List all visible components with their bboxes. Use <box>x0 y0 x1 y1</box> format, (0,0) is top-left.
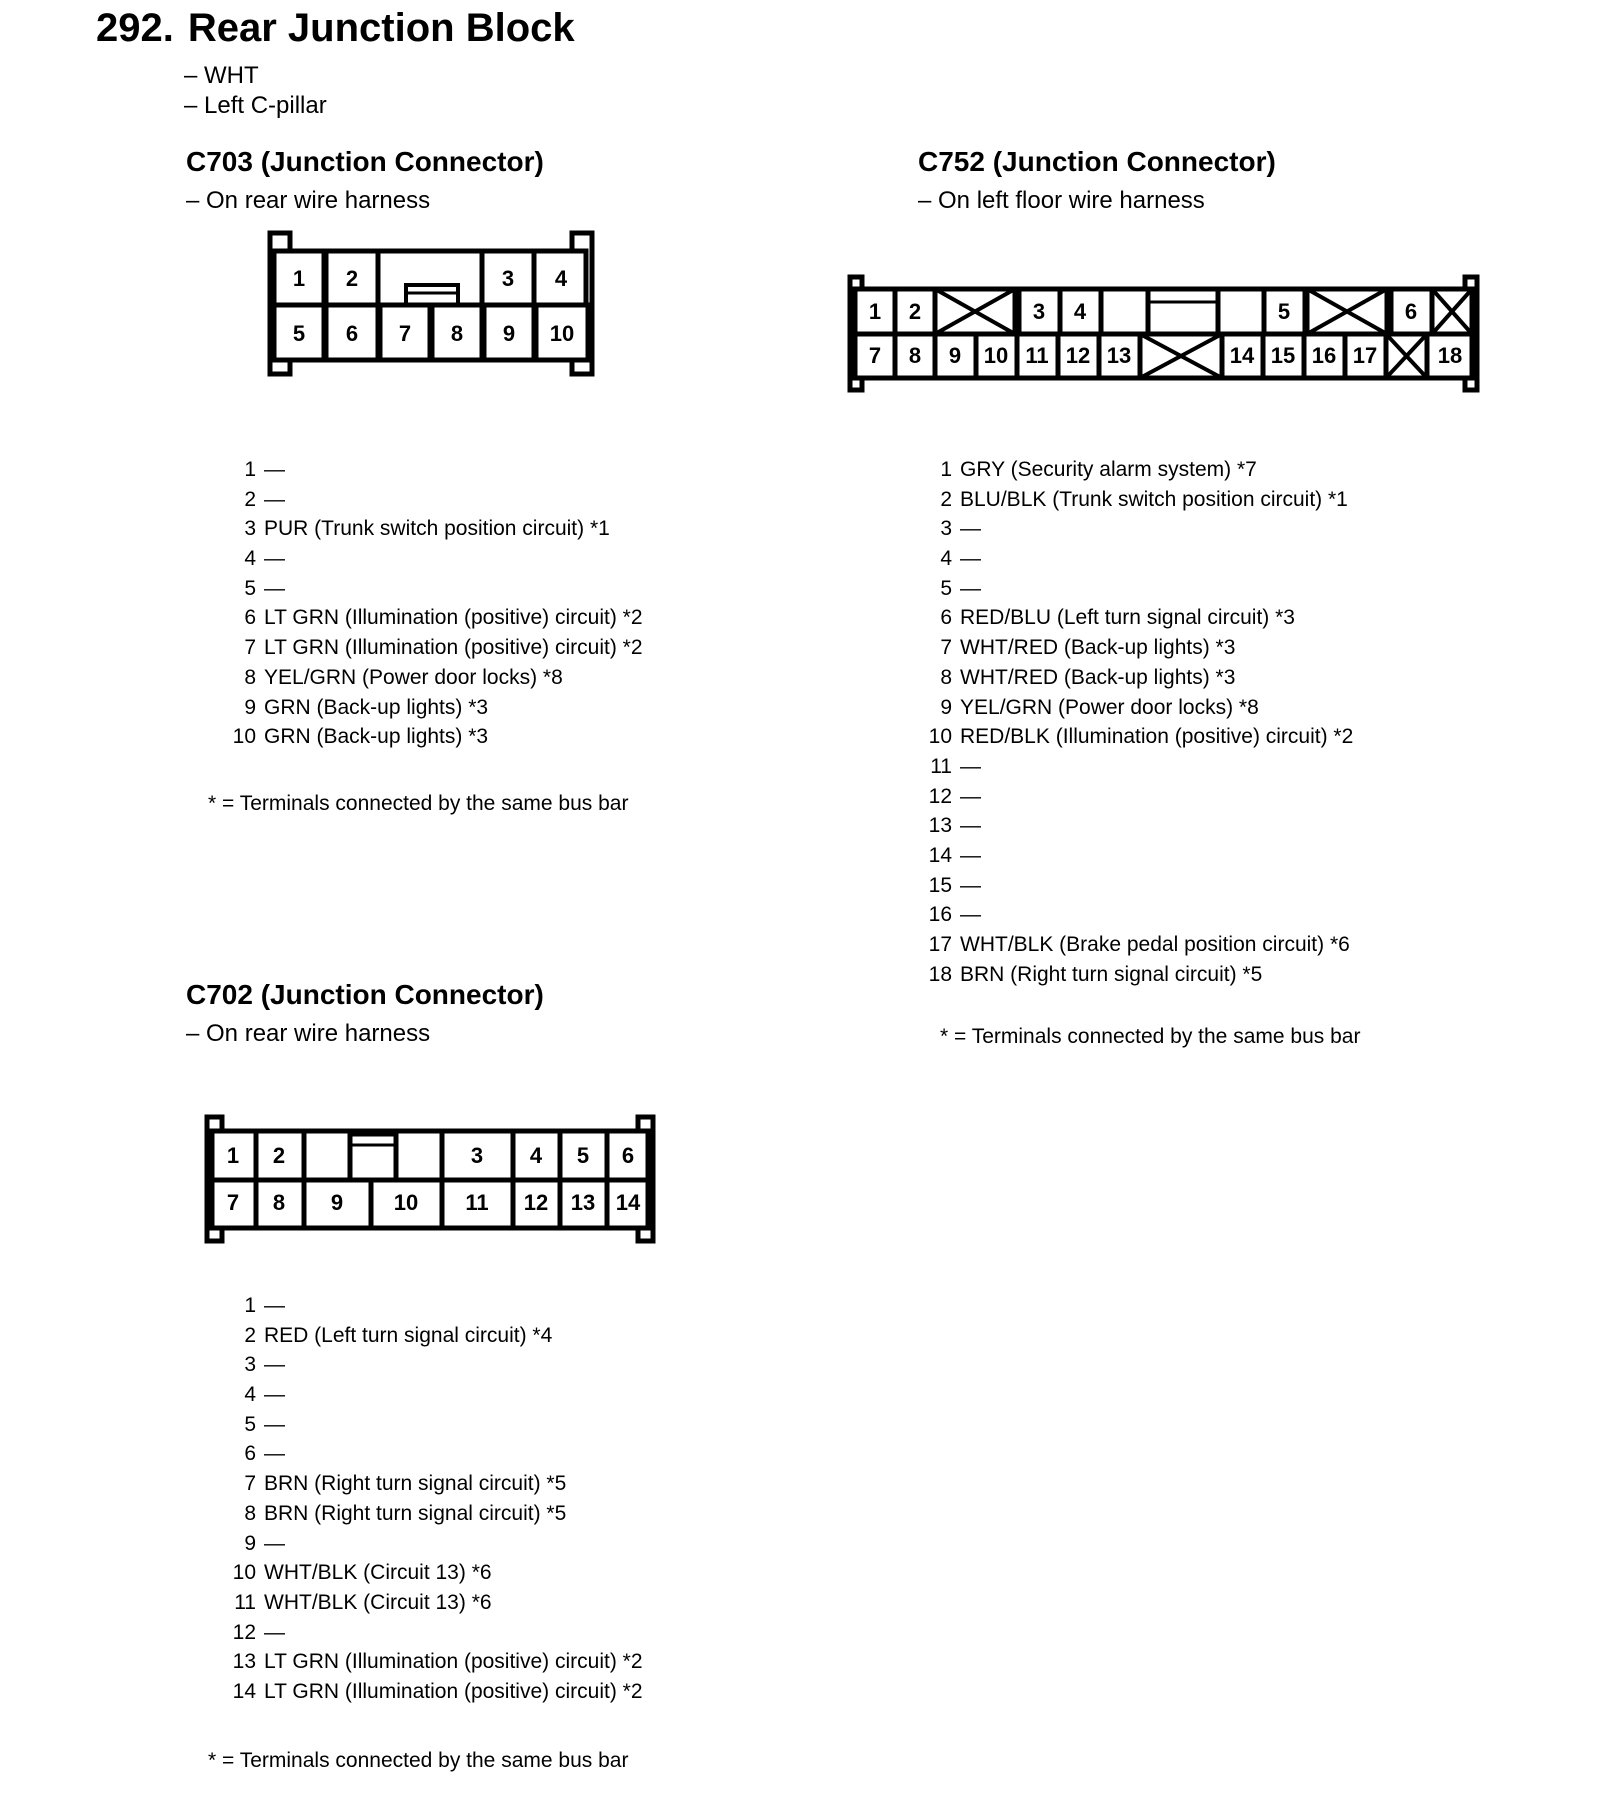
c702-pin-row <box>226 1677 643 1707</box>
pin-desc: — <box>264 458 285 481</box>
block-location: – Left C-pillar <box>184 92 327 119</box>
pin-number: 3 <box>244 1353 256 1377</box>
pin-number: 5 <box>940 576 952 600</box>
c703-footnote: * = Terminals connected by the same bus bar <box>208 792 629 815</box>
c702-pin-list <box>226 1291 643 1707</box>
pin-desc: — <box>264 1442 285 1466</box>
pin-number: 2 <box>940 487 952 511</box>
c703-cell-8: 8 <box>450 321 464 346</box>
c703-cell-7: 7 <box>398 321 412 346</box>
pin-number: 2 <box>244 1323 256 1347</box>
c752-cell-4: 4 <box>1073 299 1087 324</box>
c752-cell-11: 11 <box>1025 343 1049 368</box>
pin-number: 7 <box>244 636 256 660</box>
c702-cell-3: 3 <box>470 1143 484 1168</box>
pin-desc: RED/BLU (Left turn signal circuit) *3 <box>960 606 1295 630</box>
pin-desc: — <box>264 1294 285 1317</box>
pin-desc: — <box>960 873 981 897</box>
pin-desc: LT GRN (Illumination (positive) circuit) *2 <box>264 1650 643 1674</box>
pin-desc: — <box>264 576 285 600</box>
c752-cell-15: 15 <box>1270 343 1296 368</box>
c702-pin-row <box>226 1647 643 1677</box>
pin-number: 8 <box>244 1501 256 1525</box>
c752-cell-14: 14 <box>1229 343 1255 368</box>
pin-desc: — <box>264 1353 285 1377</box>
pin-number: 5 <box>244 576 256 600</box>
c702-title: C702 (Junction Connector) <box>186 979 544 1010</box>
pin-number: 10 <box>232 1561 256 1585</box>
c752-cell-3: 3 <box>1032 299 1046 324</box>
pin-desc: RED (Left turn signal circuit) *4 <box>264 1323 553 1347</box>
c702-cell-1: 1 <box>226 1143 240 1168</box>
pin-number: 8 <box>244 665 256 689</box>
pin-desc: YEL/GRN (Power door locks) *8 <box>960 695 1259 719</box>
pin-desc: — <box>960 754 981 778</box>
c752-location: – On left floor wire harness <box>918 187 1205 214</box>
c752-cell-9: 9 <box>948 343 962 368</box>
c752-cell-7: 7 <box>868 343 882 368</box>
c702-cell-6: 6 <box>621 1143 635 1168</box>
c752-title: C752 (Junction Connector) <box>918 146 1276 177</box>
pin-desc: WHT/RED (Back-up lights) *3 <box>960 636 1236 660</box>
pin-desc: WHT/BLK (Circuit 13) *6 <box>264 1590 492 1614</box>
c702-footnote: * = Terminals connected by the same bus bar <box>208 1749 629 1772</box>
c702-pin-row <box>226 1499 643 1529</box>
pin-number: 5 <box>244 1412 256 1436</box>
c752-cell-16: 16 <box>1311 343 1337 368</box>
page-number: 292. <box>96 6 174 50</box>
pin-number: 6 <box>244 606 256 630</box>
pin-number: 3 <box>940 517 952 541</box>
pin-desc: LT GRN (Illumination (positive) circuit) *2 <box>264 636 643 660</box>
pin-number: 17 <box>928 933 952 956</box>
pin-desc: LT GRN (Illumination (positive) circuit) *2 <box>264 1679 643 1703</box>
pin-number: 9 <box>244 1531 256 1555</box>
c703-title: C703 (Junction Connector) <box>186 146 544 177</box>
pin-desc: — <box>264 1620 285 1644</box>
pin-number: 14 <box>928 843 952 867</box>
pin-desc: WHT/BLK (Circuit 13) *6 <box>264 1561 492 1585</box>
c702-pin-row <box>226 1410 643 1440</box>
c702-pin-row <box>226 1618 643 1648</box>
pin-number: 12 <box>232 1620 256 1644</box>
pin-number: 2 <box>244 487 256 511</box>
pin-desc: — <box>960 547 981 571</box>
pin-desc: — <box>960 517 981 541</box>
c703-cell-9: 9 <box>502 321 516 346</box>
pin-desc: — <box>960 576 981 600</box>
c703-cell-3: 3 <box>501 266 515 291</box>
c702-pin-row <box>226 1380 643 1410</box>
c702-cell-10: 10 <box>393 1190 419 1215</box>
pin-number: 1 <box>244 458 256 481</box>
pin-number: 7 <box>244 1472 256 1496</box>
c703-cell-5: 5 <box>292 321 306 346</box>
c702-location: – On rear wire harness <box>186 1020 431 1047</box>
c752-cell-10: 10 <box>983 343 1009 368</box>
pin-desc: YEL/GRN (Power door locks) *8 <box>264 665 563 689</box>
pin-number: 4 <box>244 1383 256 1407</box>
pin-number: 11 <box>234 1590 256 1614</box>
c702-pin-row <box>226 1469 643 1499</box>
c703-cell-10: 10 <box>549 321 575 346</box>
c752-cell-6: 6 <box>1404 299 1418 324</box>
c752-cell-18: 18 <box>1437 343 1463 368</box>
page-title-text: Rear Junction Block <box>187 6 575 50</box>
pin-number: 9 <box>940 695 952 719</box>
c702-cell-4: 4 <box>529 1143 543 1168</box>
c702-pin-row <box>226 1588 643 1618</box>
c702-pin-row <box>226 1350 643 1380</box>
pin-desc: BLU/BLK (Trunk switch position circuit) *1 <box>960 487 1348 511</box>
pin-desc: — <box>264 547 285 571</box>
pin-desc: GRN (Back-up lights) *3 <box>264 695 489 719</box>
c702-pin-row <box>226 1529 643 1559</box>
pin-desc: — <box>264 1531 285 1555</box>
c752-cell-8: 8 <box>908 343 922 368</box>
c752-cell-12: 12 <box>1065 343 1091 368</box>
pin-number: 3 <box>244 517 256 541</box>
c702-pin-row <box>226 1291 643 1321</box>
pin-desc: — <box>264 1412 285 1436</box>
c702-cell-2: 2 <box>272 1143 286 1168</box>
pin-number: 10 <box>232 725 256 749</box>
block-color: – WHT <box>184 62 259 89</box>
c752-footnote: * = Terminals connected by the same bus bar <box>940 1025 1361 1048</box>
c752-cell-2: 2 <box>908 299 922 324</box>
pin-desc: PUR (Trunk switch position circuit) *1 <box>264 517 610 541</box>
pin-desc: GRY (Security alarm system) *7 <box>960 458 1257 481</box>
c752-cell-13: 13 <box>1106 343 1132 368</box>
pin-desc: — <box>960 784 981 808</box>
pin-number: 11 <box>930 754 952 778</box>
pin-desc: LT GRN (Illumination (positive) circuit) *2 <box>264 606 643 630</box>
pin-desc: — <box>960 814 981 838</box>
pin-number: 4 <box>940 547 952 571</box>
pin-desc: RED/BLK (Illumination (positive) circuit) *2 <box>960 725 1354 749</box>
pin-number: 1 <box>244 1294 256 1317</box>
pin-number: 13 <box>232 1650 256 1674</box>
pin-number: 12 <box>928 784 952 808</box>
pin-desc: GRN (Back-up lights) *3 <box>264 725 489 749</box>
pin-desc: BRN (Right turn signal circuit) *5 <box>264 1472 567 1496</box>
c702-cell-5: 5 <box>576 1143 590 1168</box>
c752-cell-5: 5 <box>1277 299 1291 324</box>
pin-desc: BRN (Right turn signal circuit) *5 <box>264 1501 567 1525</box>
c703-cell-4: 4 <box>554 266 568 291</box>
pin-number: 6 <box>244 1442 256 1466</box>
c702-pin-row <box>226 1558 643 1588</box>
c702-cell-12: 12 <box>523 1190 549 1215</box>
c703-cell-2: 2 <box>345 266 359 291</box>
pin-number: 7 <box>940 636 952 660</box>
pin-desc: WHT/RED (Back-up lights) *3 <box>960 665 1236 689</box>
pin-desc: WHT/BLK (Brake pedal position circuit) *6 <box>960 933 1350 956</box>
c752-cell-17: 17 <box>1352 343 1378 368</box>
pin-desc: — <box>960 903 981 927</box>
pin-number: 14 <box>232 1679 256 1703</box>
c702-cell-8: 8 <box>272 1190 286 1215</box>
pin-number: 10 <box>928 725 952 749</box>
c703-location: – On rear wire harness <box>186 187 431 214</box>
pin-number: 8 <box>940 665 952 689</box>
c703-cell-1: 1 <box>292 266 306 291</box>
pin-number: 15 <box>928 873 952 897</box>
pin-number: 18 <box>928 962 952 986</box>
pin-number: 6 <box>940 606 952 630</box>
c702-cell-9: 9 <box>330 1190 344 1215</box>
c702-cell-13: 13 <box>570 1190 596 1215</box>
c702-cell-7: 7 <box>226 1190 240 1215</box>
pin-number: 9 <box>244 695 256 719</box>
pin-desc: — <box>264 487 285 511</box>
c702-pin-row <box>226 1321 643 1351</box>
c702-pin-row <box>226 1439 643 1469</box>
pin-desc: — <box>960 843 981 867</box>
pin-desc: — <box>264 1383 285 1407</box>
pin-number: 4 <box>244 547 256 571</box>
c702-cell-14: 14 <box>615 1190 641 1215</box>
pin-desc: BRN (Right turn signal circuit) *5 <box>960 962 1263 986</box>
c702-cell-11: 11 <box>465 1190 489 1215</box>
pin-number: 16 <box>928 903 952 927</box>
c752-cell-1: 1 <box>868 299 882 324</box>
c703-cell-6: 6 <box>345 321 359 346</box>
pin-number: 13 <box>928 814 952 838</box>
pin-number: 1 <box>940 458 952 481</box>
